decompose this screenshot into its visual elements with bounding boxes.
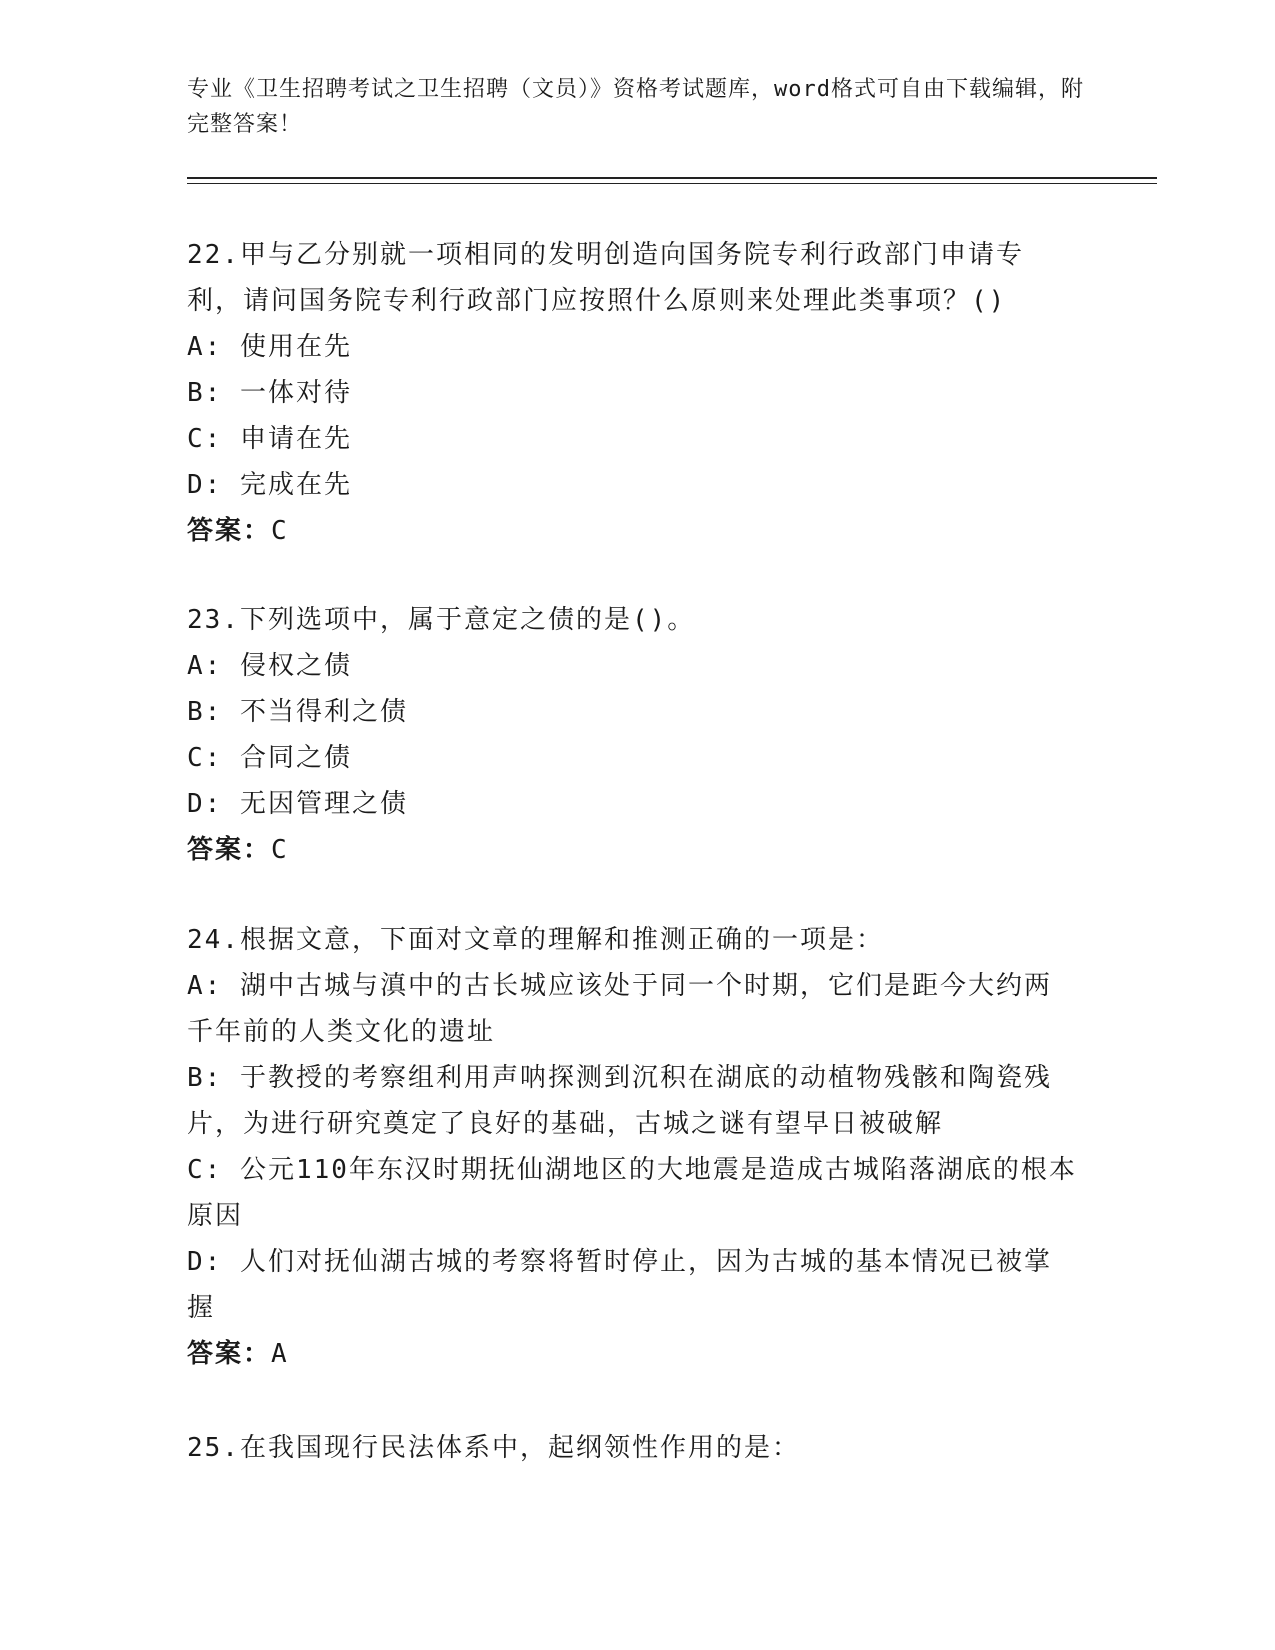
option-d bbox=[187, 462, 1077, 508]
question-number: 23. bbox=[187, 605, 240, 635]
answer-value: C bbox=[271, 516, 289, 546]
option-text: 完成在先 bbox=[239, 470, 352, 500]
option-label: C: bbox=[187, 1155, 223, 1185]
option-text: 于教授的考察组利用声呐探测到沉积在湖底的动植物残骸和陶瓷残片，为进行研究奠定了良好的基础，古城之谜有望早日被破解 bbox=[187, 1063, 1052, 1139]
answer-line bbox=[187, 1331, 1077, 1377]
question-number: 24. bbox=[187, 925, 240, 955]
question-stem bbox=[187, 1425, 1077, 1471]
option-label: A: bbox=[187, 971, 223, 1001]
option-text: 合同之债 bbox=[239, 743, 352, 773]
question-text: 甲与乙分别就一项相同的发明创造向国务院专利行政部门申请专利，请问国务院专利行政部门应按照什么原则来处理此类事项？() bbox=[187, 240, 1024, 316]
option-label: B: bbox=[187, 697, 223, 727]
option-label: B: bbox=[187, 378, 223, 408]
option-label: B: bbox=[187, 1063, 223, 1093]
answer-line bbox=[187, 508, 1077, 554]
question-24 bbox=[187, 917, 1077, 1377]
option-d bbox=[187, 1239, 1077, 1331]
option-label: C: bbox=[187, 743, 223, 773]
header-intro-text: 专业《卫生招聘考试之卫生招聘（文员）》资格考试题库，word格式可自由下载编辑，附完整答案！ bbox=[187, 77, 1084, 137]
option-text: 人们对抚仙湖古城的考察将暂时停止，因为古城的基本情况已被掌握 bbox=[187, 1247, 1052, 1323]
question-stem bbox=[187, 232, 1077, 324]
option-a bbox=[187, 643, 1077, 689]
option-text: 无因管理之债 bbox=[239, 789, 408, 819]
option-a bbox=[187, 963, 1077, 1055]
answer-value: A bbox=[271, 1339, 289, 1369]
answer-label: 答案： bbox=[187, 1339, 272, 1369]
option-text: 不当得利之债 bbox=[239, 697, 408, 727]
answer-label: 答案： bbox=[187, 835, 272, 865]
question-stem bbox=[187, 917, 1077, 963]
option-label: A: bbox=[187, 651, 223, 681]
header-divider-thin bbox=[187, 183, 1157, 184]
option-label: D: bbox=[187, 789, 223, 819]
question-number: 22. bbox=[187, 240, 240, 270]
question-text: 根据文意，下面对文章的理解和推测正确的一项是： bbox=[239, 925, 884, 955]
option-label: C: bbox=[187, 424, 223, 454]
question-text: 下列选项中，属于意定之债的是()。 bbox=[239, 605, 696, 635]
option-b bbox=[187, 370, 1077, 416]
option-c bbox=[187, 1147, 1077, 1239]
question-number: 25. bbox=[187, 1433, 240, 1463]
option-c bbox=[187, 735, 1077, 781]
option-c bbox=[187, 416, 1077, 462]
option-a bbox=[187, 324, 1077, 370]
question-25 bbox=[187, 1425, 1077, 1471]
option-text: 公元110年东汉时期抚仙湖地区的大地震是造成古城陷落湖底的根本原因 bbox=[187, 1155, 1077, 1231]
answer-line bbox=[187, 827, 1077, 873]
option-label: D: bbox=[187, 470, 223, 500]
option-text: 一体对待 bbox=[239, 378, 352, 408]
option-text: 使用在先 bbox=[239, 332, 352, 362]
question-stem bbox=[187, 597, 1077, 643]
option-d bbox=[187, 781, 1077, 827]
document-header bbox=[187, 72, 1087, 142]
option-text: 侵权之债 bbox=[239, 651, 352, 681]
question-23 bbox=[187, 597, 1077, 873]
option-text: 湖中古城与滇中的古长城应该处于同一个时期，它们是距今大约两千年前的人类文化的遗址 bbox=[187, 971, 1052, 1047]
answer-label: 答案： bbox=[187, 516, 272, 546]
header-divider bbox=[187, 177, 1157, 179]
option-label: A: bbox=[187, 332, 223, 362]
answer-value: C bbox=[271, 835, 289, 865]
option-text: 申请在先 bbox=[239, 424, 352, 454]
option-b bbox=[187, 689, 1077, 735]
option-b bbox=[187, 1055, 1077, 1147]
option-label: D: bbox=[187, 1247, 223, 1277]
question-text: 在我国现行民法体系中，起纲领性作用的是： bbox=[239, 1433, 800, 1463]
question-22 bbox=[187, 232, 1077, 554]
